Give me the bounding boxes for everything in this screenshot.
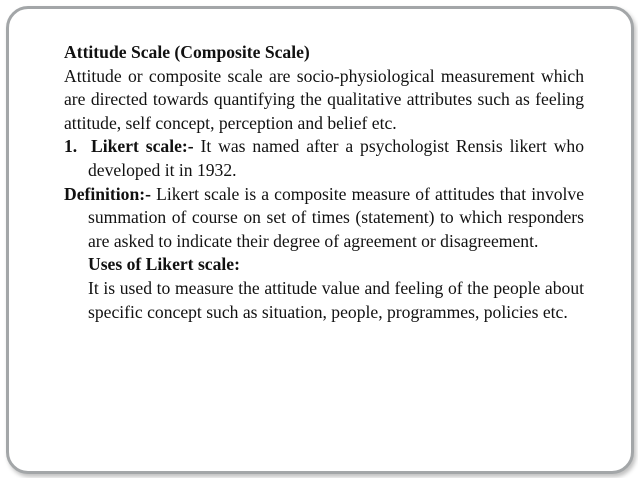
likert-item — [64, 135, 584, 182]
uses-heading: Uses of Likert scale: — [88, 254, 240, 275]
slide-title: Attitude Scale (Composite Scale) — [64, 42, 310, 62]
likert-text: It was named after a psychologist Rensis likert who developed it in 1932. — [88, 136, 584, 180]
intro-paragraph: Attitude or composite scale are socio-physiological measurement which are directed towards quantifying the qualitative attributes such as feeling attitude, self concept, perception and belief etc. — [64, 65, 584, 133]
likert-label: Likert scale:- — [90, 136, 194, 157]
definition-label: Definition:- — [64, 183, 151, 204]
likert-number: 1. — [64, 136, 78, 157]
definition-text: Likert scale is a composite measure of attitudes that involve summation of course on set of times (statement) to which responders are asked to indicate their degree of agreement or disagreement. — [88, 183, 584, 251]
uses-paragraph: It is used to measure the attitude value and feeling of the people about specific concept such as situation, people, programmes, policies etc. — [88, 277, 584, 322]
definition-paragraph — [64, 183, 584, 254]
slide-content — [64, 41, 584, 324]
